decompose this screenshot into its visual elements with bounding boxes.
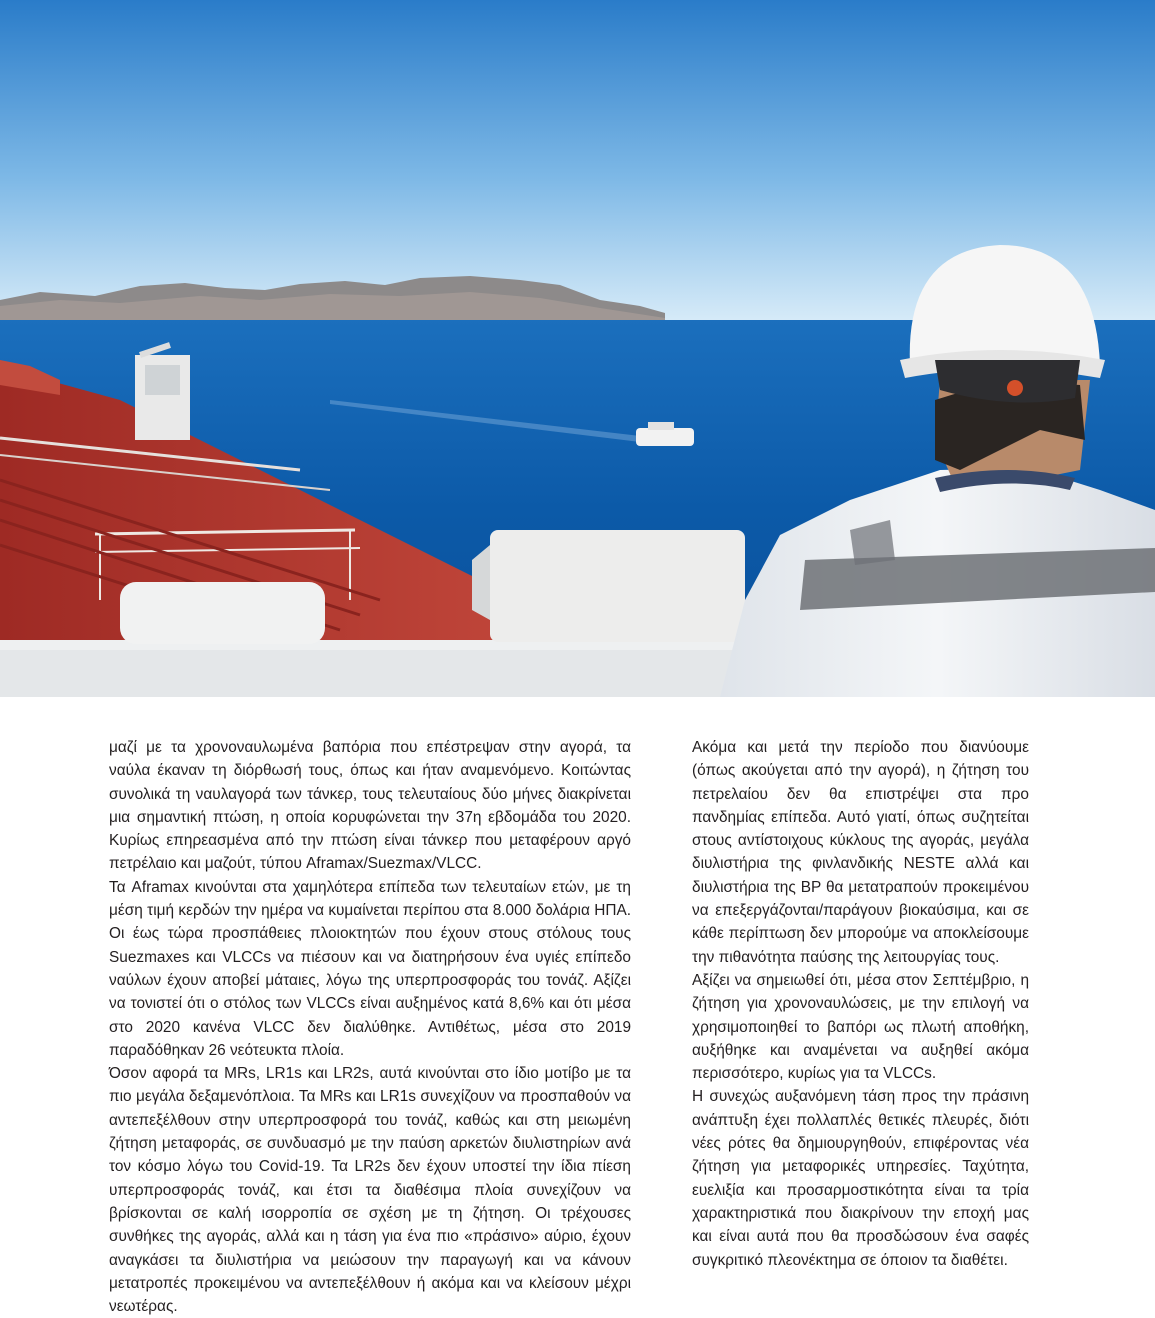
small-boat (636, 428, 694, 446)
article-right-column (692, 736, 1029, 1272)
article-left-column (109, 736, 631, 1318)
paragraph: Η συνεχώς αυξανόμενη τάση προς την πράσινη ανάπτυξη έχει πολλαπλές θετικές πλευρές, διότι νέες ρότες θα δημιουργηθούν, επιφέροντας νέα ζήτηση για μεταφορικές υπηρεσίες. Ταχύτητα, ευελιξία και προσαρμοστικότητα είναι τα τρία χαρακτηριστικά που διακρίνουν την εποχή μας και είναι αυτά που θα προσδώσουν ένα σαφές συγκριτικό πλεονέκτημα σε όποιον τα διαθέτει. (692, 1088, 1029, 1269)
paragraph: Όσον αφορά τα MRs, LR1s και LR2s, αυτά κινούνται στο ίδιο μοτίβο με τα πιο μεγάλα δεξαμενόπλοια. Τα MRs και LR1s συνεχίζουν να προσπαθούν να αντεπεξέλθουν στην υπερπροσφορά του τονάζ, καθώς και στη μειωμένη ζήτηση μεταφοράς, σε συνδυασμό με την παύση αρκετών διυλιστηρίων ανά τον κόσμο λόγω του Covid-19. Τα LR2s δεν έχουν υποστεί την ίδια πίεση υπερπροσφοράς τονάζ, και έτσι τα διαθέσιμα πλοία συνεχίζουν να βρίσκονται σε καλή ισορροπία σε σχέση με τη ζήτηση. Οι τρέχουσες συνθήκες της αγοράς, αλλά και η τάση για ένα πιο «πράσινο» αύριο, έχουν αναγκάσει τα διυλιστήρια να μειώσουν την παραγωγή και να κάνουν μετατροπές προκειμένου να αντεπεξέλθουν ή ακόμα και να κλείσουν μέχρι νεωτέρας. (109, 1065, 631, 1316)
paragraph: Αξίζει να σημειωθεί ότι, μέσα στον Σεπτέμβριο, η ζήτηση για χρονοναυλώσεις, με την επιλογή να χρησιμοποιηθεί το βαπόρι ως πλωτή αποθήκη, αυξήθηκε και αναμένεται να αυξηθεί ακόμα περισσότερο, κυρίως για τα VLCCs. (692, 971, 1029, 1083)
paragraph: μαζί με τα χρονοναυλωμένα βαπόρια που επέστρεψαν στην αγορά, τα ναύλα έκαναν τη διόρθωσή τους, όπως και ήταν αναμενόμενο. Κοιτώντας συνολικά τη ναυλαγορά των τάνκερ, τους τελευταίους δύο μήνες διακρίνεται μια σημαντική πτώση, η οποία κορυφώνεται την 37η εβδομάδα του 2020. Κυρίως επηρεασμένα από την πτώση είναι τάνκερ που μεταφέρουν αργό πετρέλαιο και μαζούτ, τύπου Aframax/Suezmax/VLCC. (109, 739, 631, 873)
paragraph: Ακόμα και μετά την περίοδο που διανύουμε (όπως ακούγεται από την αγορά), η ζήτηση του πετρελαίου δεν θα επιστρέψει στα προ πανδημίας επίπεδα. Αυτό γιατί, όπως συζητείται στους αντίστοιχους κύκλους της αγοράς, μεγάλα διυλιστήρια της φινλανδικής NESTE αλλά και διυλιστήρια της BP θα μετατραπούν προκειμένου να επεξεργάζονται/παράγουν βιοκαύσιμα, και σε κάθε περίπτωση δεν μπορούμε να αποκλείσουμε την πιθανότητα παύσης της λειτουργίας τους. (692, 739, 1029, 966)
paragraph: Τα Aframax κινούνται στα χαμηλότερα επίπεδα των τελευταίων ετών, με τη μέση τιμή κερδών την ημέρα να κυμαίνεται περίπου στα 8.000 δολάρια ΗΠΑ. Οι έως τώρα προσπάθειες πλοιοκτητών που έχουν στους στόλους τους Suezmaxes και VLCCs να πιέσουν και να διατηρήσουν ένα υγιές επίπεδο ναύλων έχουν αποβεί μάταιες, λόγω της υπερπροσφοράς του τονάζ. Αξίζει να τονιστεί ότι ο στόλος των VLCCs είναι αυξημένος κατά 8,6% και ότι μέσα στο 2020 κανένα VLCC δεν διαλύθηκε. Αντιθέτως, μέσα στο 2019 παραδόθηκαν 26 νεότευκτα πλοία. (109, 878, 631, 1059)
